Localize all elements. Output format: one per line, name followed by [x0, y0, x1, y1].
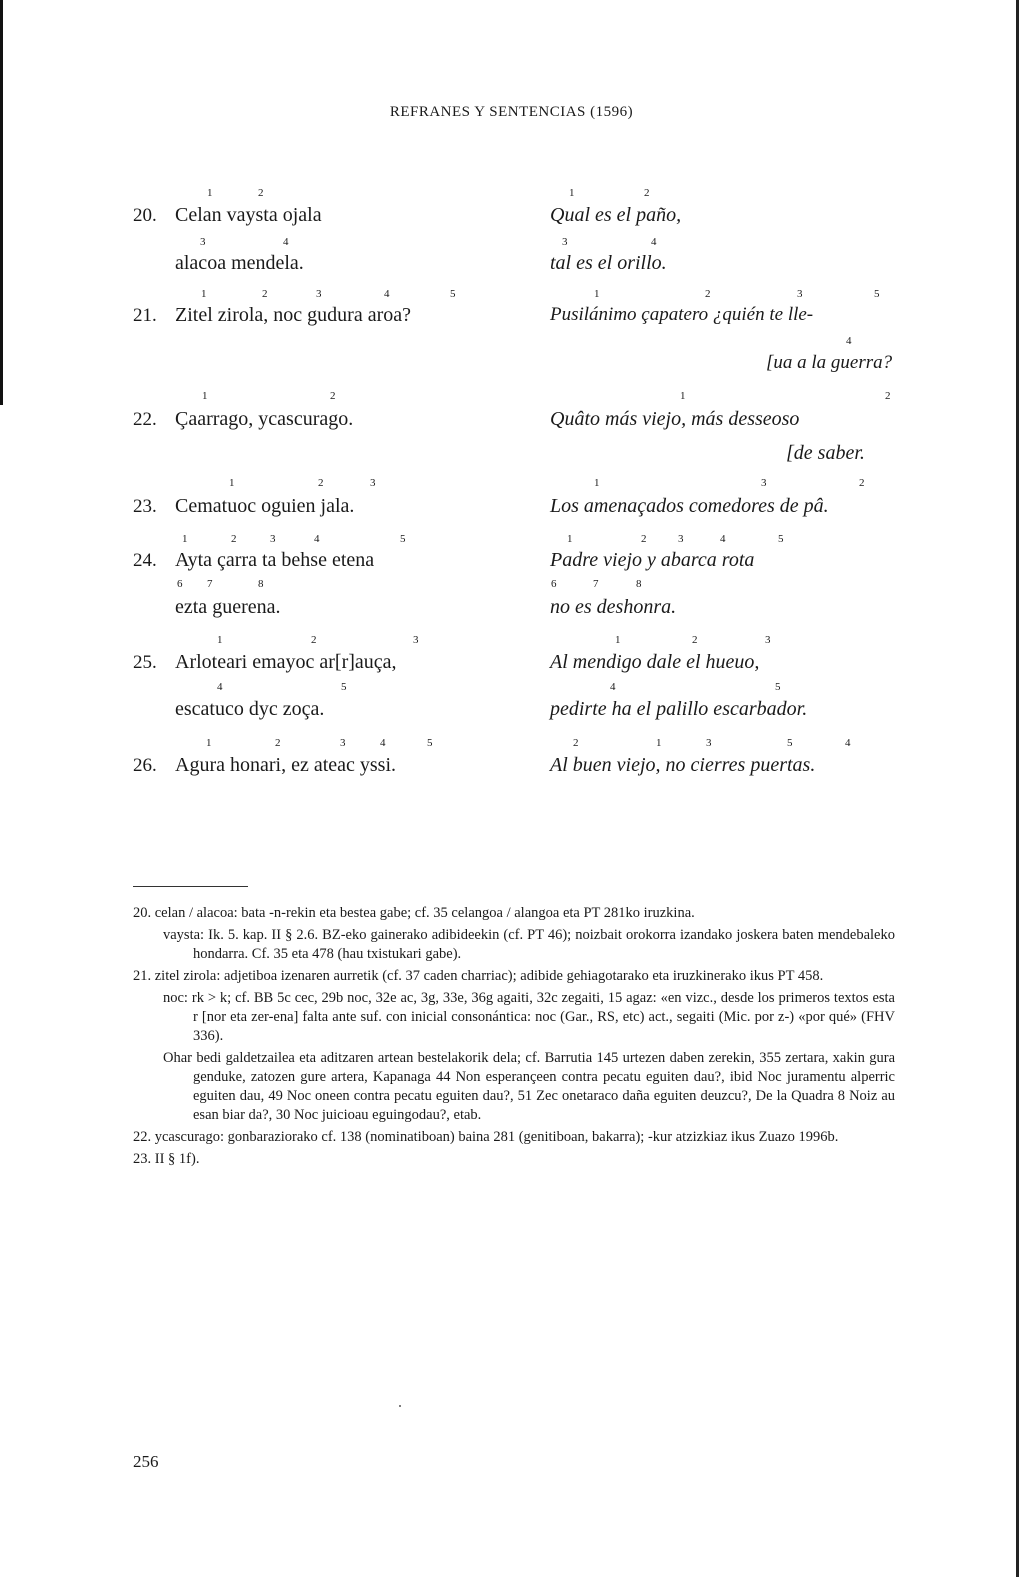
- spanish-line: no es deshonra.: [550, 596, 677, 618]
- word-index: 5: [778, 533, 784, 545]
- scan-speck: [399, 1405, 401, 1407]
- basque-line: Arloteari emayoc ar[r]auça,: [175, 651, 397, 673]
- basque-line: Celan vaysta ojala: [175, 204, 322, 226]
- word-index: 2: [641, 533, 647, 545]
- word-index: 2: [258, 187, 264, 199]
- footnotes: [133, 904, 895, 1172]
- word-index: 2: [311, 634, 317, 646]
- basque-line: escatuco dyc zoça.: [175, 698, 325, 720]
- word-index: 8: [258, 578, 264, 590]
- word-index: 4: [846, 335, 852, 347]
- running-header: REFRANES Y SENTENCIAS (1596): [389, 104, 634, 120]
- word-index: 3: [761, 477, 767, 489]
- word-index: 3: [797, 288, 803, 300]
- spanish-line: Pusilánimo çapatero ¿quién te lle-: [550, 304, 814, 325]
- word-index: 8: [636, 578, 642, 590]
- word-index: 1: [680, 390, 686, 402]
- word-index: 3: [370, 477, 376, 489]
- word-index: 3: [316, 288, 322, 300]
- footnote-21-ohar: Ohar bedi galdetzailea eta aditzaren artean bestelakorik dela; cf. Barrutia 145 urtezen daben zerekin, 355 zertara, xakin gura genduke, zatozen gure artera, Kapanaga 44 Non esperançeen contra pecatu eguiten dau?, ibid Noc juramentu alperric eguiten dau, 49 Noc oneen contra pecatu eguiten dau?, 51 Zec onetaraco daña eguiten deuzcu?, De la Quadra 8 Noiz au esan biar da?, 30 Noc juicioau eguingodau?, etab.: [163, 1050, 895, 1123]
- footnote-rule: [133, 886, 248, 887]
- word-index: 5: [775, 681, 781, 693]
- basque-line: Agura honari, ez ateac yssi.: [175, 754, 397, 776]
- word-index: 4: [380, 737, 386, 749]
- word-index: 1: [567, 533, 573, 545]
- footnote-20: 20. celan / alacoa: bata -n-rekin eta bestea gabe; cf. 35 celangoa / alangoa eta PT 281ko iruzkina.: [133, 905, 695, 921]
- footnote-20-vaysta: vaysta: Ik. 5. kap. II § 2.6. BZ-eko gainerako adibideekin (cf. PT 46); noizbait orokorra izandako joskera baten mendebaleko hondarra. Cf. 35 eta 478 (hau txistukari gabe).: [163, 927, 895, 962]
- page-number: 256: [133, 1452, 159, 1471]
- entry-number: 21.: [133, 305, 157, 326]
- word-index: 6: [551, 578, 557, 590]
- word-index: 1: [615, 634, 621, 646]
- word-index: 6: [177, 578, 183, 590]
- entry-number: 24.: [133, 550, 157, 571]
- word-index: 1: [207, 187, 213, 199]
- word-index: 1: [202, 390, 208, 402]
- basque-line: alacoa mendela.: [175, 252, 304, 274]
- word-index: 2: [859, 477, 865, 489]
- word-index: 5: [787, 737, 793, 749]
- word-index: 5: [341, 681, 347, 693]
- word-index: 5: [450, 288, 456, 300]
- word-index: 1: [217, 634, 223, 646]
- word-index: 3: [413, 634, 419, 646]
- word-index: 2: [275, 737, 281, 749]
- spanish-line: tal es el orillo.: [550, 252, 667, 274]
- word-index: 2: [231, 533, 237, 545]
- footnote-21: 21. zitel zirola: adjetiboa izenaren aurretik (cf. 37 caden charriac); adibide gehiagotarako eta iruzkinerako ikus PT 458.: [133, 968, 824, 984]
- word-index: 5: [874, 288, 880, 300]
- word-index: 3: [562, 236, 568, 248]
- spanish-line: Padre viejo y abarca rota: [550, 549, 755, 571]
- word-index: 7: [207, 578, 213, 590]
- word-index: 1: [594, 477, 600, 489]
- basque-line: Zitel zirola, noc gudura aroa?: [175, 304, 411, 326]
- word-index: 2: [330, 390, 336, 402]
- word-index: 5: [427, 737, 433, 749]
- word-index: 3: [706, 737, 712, 749]
- word-index: 7: [593, 578, 599, 590]
- spanish-line: [de saber.: [786, 442, 865, 464]
- word-index: 1: [656, 737, 662, 749]
- word-index: 1: [201, 288, 207, 300]
- spanish-line: [ua a la guerra?: [766, 352, 893, 373]
- word-index: 1: [594, 288, 600, 300]
- entry-number: 26.: [133, 755, 157, 776]
- spanish-line: Quâto más viejo, más desseoso: [550, 408, 800, 430]
- word-index: 3: [678, 533, 684, 545]
- footnote-22: 22. ycascurago: gonbaraziorako cf. 138 (nominatiboan) baina 281 (genitiboan, bakarra); -kur atzizkiaz ikus Zuazo 1996b.: [133, 1129, 839, 1145]
- basque-line: ezta guerena.: [175, 596, 281, 618]
- basque-line: Cematuoc oguien jala.: [175, 495, 355, 517]
- word-index: 4: [283, 236, 289, 248]
- scan-edge-right: [1016, 0, 1019, 1577]
- word-index: 2: [573, 737, 579, 749]
- word-index: 2: [692, 634, 698, 646]
- word-index: 4: [610, 681, 616, 693]
- word-index: 2: [262, 288, 268, 300]
- word-index: 1: [206, 737, 212, 749]
- spanish-line: Los amenaçados comedores de pâ.: [550, 495, 829, 517]
- word-index: 4: [384, 288, 390, 300]
- entry-number: 20.: [133, 205, 157, 226]
- word-index: 2: [318, 477, 324, 489]
- word-index: 3: [765, 634, 771, 646]
- word-index: 4: [720, 533, 726, 545]
- spanish-line: pedirte ha el palillo escarbador.: [550, 698, 808, 720]
- entry-number: 22.: [133, 409, 157, 430]
- basque-line: Çaarrago, ycascurago.: [175, 408, 354, 430]
- word-index: 2: [885, 390, 891, 402]
- word-index: 4: [314, 533, 320, 545]
- spanish-line: Al mendigo dale el hueuo,: [550, 651, 760, 673]
- word-index: 2: [644, 187, 650, 199]
- word-index: 4: [845, 737, 851, 749]
- word-index: 2: [705, 288, 711, 300]
- word-index: 4: [651, 236, 657, 248]
- entry-number: 23.: [133, 496, 157, 517]
- spanish-line: Qual es el paño,: [550, 204, 682, 226]
- word-index: 3: [200, 236, 206, 248]
- word-index: 1: [569, 187, 575, 199]
- word-index: 5: [400, 533, 406, 545]
- word-index: 4: [217, 681, 223, 693]
- word-index: 1: [182, 533, 188, 545]
- entry-number: 25.: [133, 652, 157, 673]
- footnote-21-noc: noc: rk > k; cf. BB 5c cec, 29b noc, 32e ac, 3g, 33e, 36g agaiti, 32c zegaiti, 15 agaz: «en vizc., desde los primeros textos esta r [nor eta zer-ena] falta ante suf. con inicial consonántica: noc (Gar., RS, etc) act., segaiti (Mic. por z-) «por qué» (FHV 336).: [163, 990, 895, 1044]
- word-index: 3: [340, 737, 346, 749]
- scan-edge-left: [0, 0, 3, 405]
- footnote-23: 23. II § 1f).: [133, 1151, 200, 1167]
- basque-line: Ayta çarra ta behse etena: [175, 549, 375, 571]
- spanish-line: Al buen viejo, no cierres puertas.: [550, 754, 816, 776]
- word-index: 1: [229, 477, 235, 489]
- word-index: 3: [270, 533, 276, 545]
